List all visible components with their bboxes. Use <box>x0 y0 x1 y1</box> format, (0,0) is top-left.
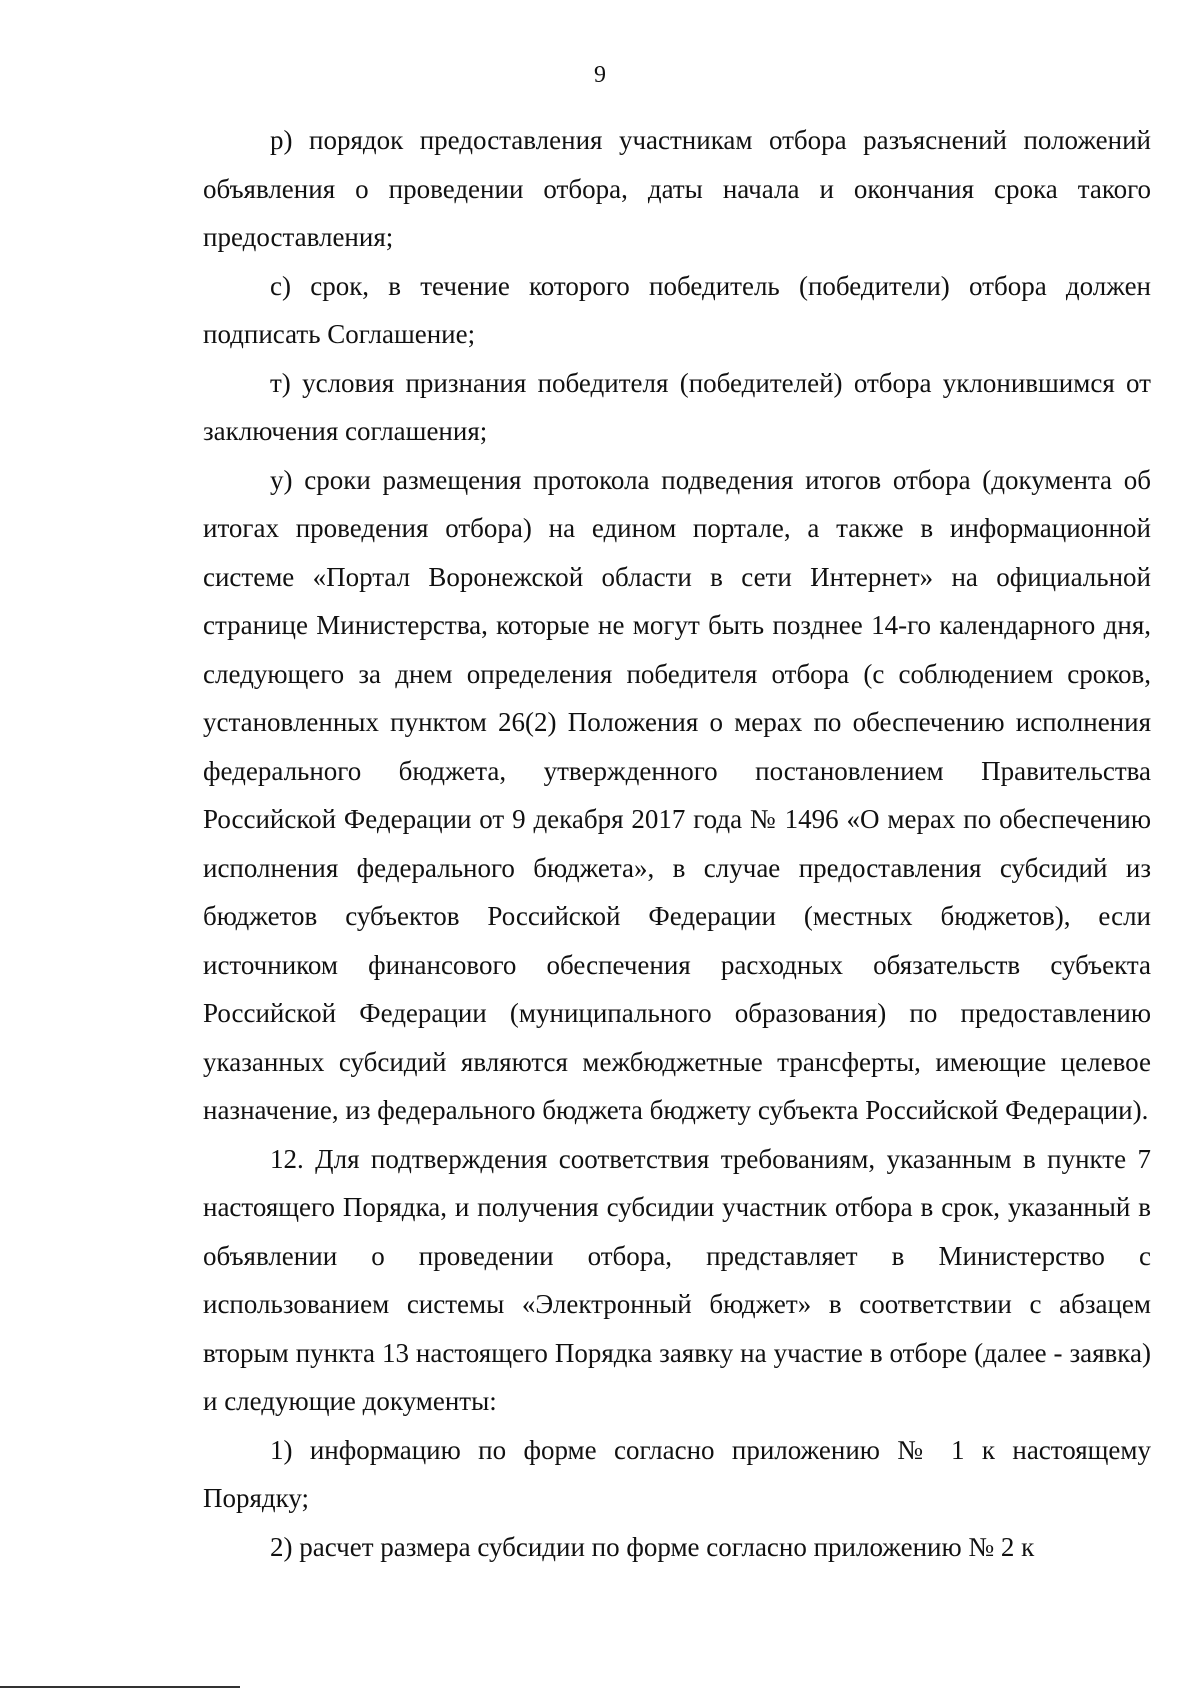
paragraph-subitem-1: 1) информацию по форме согласно приложению № 1 к настоящему Порядку; <box>203 1434 1151 1513</box>
paragraph-item-t: т) условия признания победителя (победителей) отбора уклонившимся от заключения соглашения; <box>203 367 1151 446</box>
paragraph-subitem-2: 2) расчет размера субсидии по форме согласно приложению № 2 к <box>270 1531 1035 1562</box>
document-body <box>203 116 1151 1571</box>
paragraph-item-r: р) порядок предоставления участникам отбора разъяснений положений объявления о проведении отбора, даты начала и окончания срока такого предоставления; <box>203 125 1151 252</box>
paragraph-item-s: с) срок, в течение которого победитель (победители) отбора должен подписать Соглашение; <box>203 270 1151 349</box>
paragraph-clause-12: 12. Для подтверждения соответствия требованиям, указанным в пункте 7 настоящего Порядка, и получения субсидии участник отбора в срок, указанный в объявлении о проведении отбора, представляет в Министерство с использованием системы «Электронный бюджет» в соответствии с абзацем вторым пункта 13 настоящего Порядка заявку на участие в отборе (далее - заявка) и следующие документы: <box>203 1143 1151 1416</box>
paragraph-item-u: у) сроки размещения протокола подведения итогов отбора (документа об итогах проведения отбора) на едином портале, а также в информационной системе «Портал Воронежской области в сети Интернет» на официальной странице Министерства, которые не могут быть позднее 14-го календарного дня, следующего за днем определения победителя отбора (с соблюдением сроков, установленных пунктом 26(2) Положения о мерах по обеспечению исполнения федерального бюджета, утвержденного постановлением Правительства Российской Федерации от 9 декабря 2017 года № 1496 «О мерах по обеспечению исполнения федерального бюджета», в случае предоставления субсидий из бюджетов субъектов Российской Федерации (местных бюджетов), если источником финансового обеспечения расходных обязательств субъекта Российской Федерации (муниципального образования) по предоставлению указанных субсидий являются межбюджетные трансферты, имеющие целевое назначение, из федерального бюджета бюджету субъекта Российской Федерации). <box>203 464 1151 1125</box>
bottom-rule <box>0 1686 240 1688</box>
page-number: 9 <box>594 62 606 88</box>
